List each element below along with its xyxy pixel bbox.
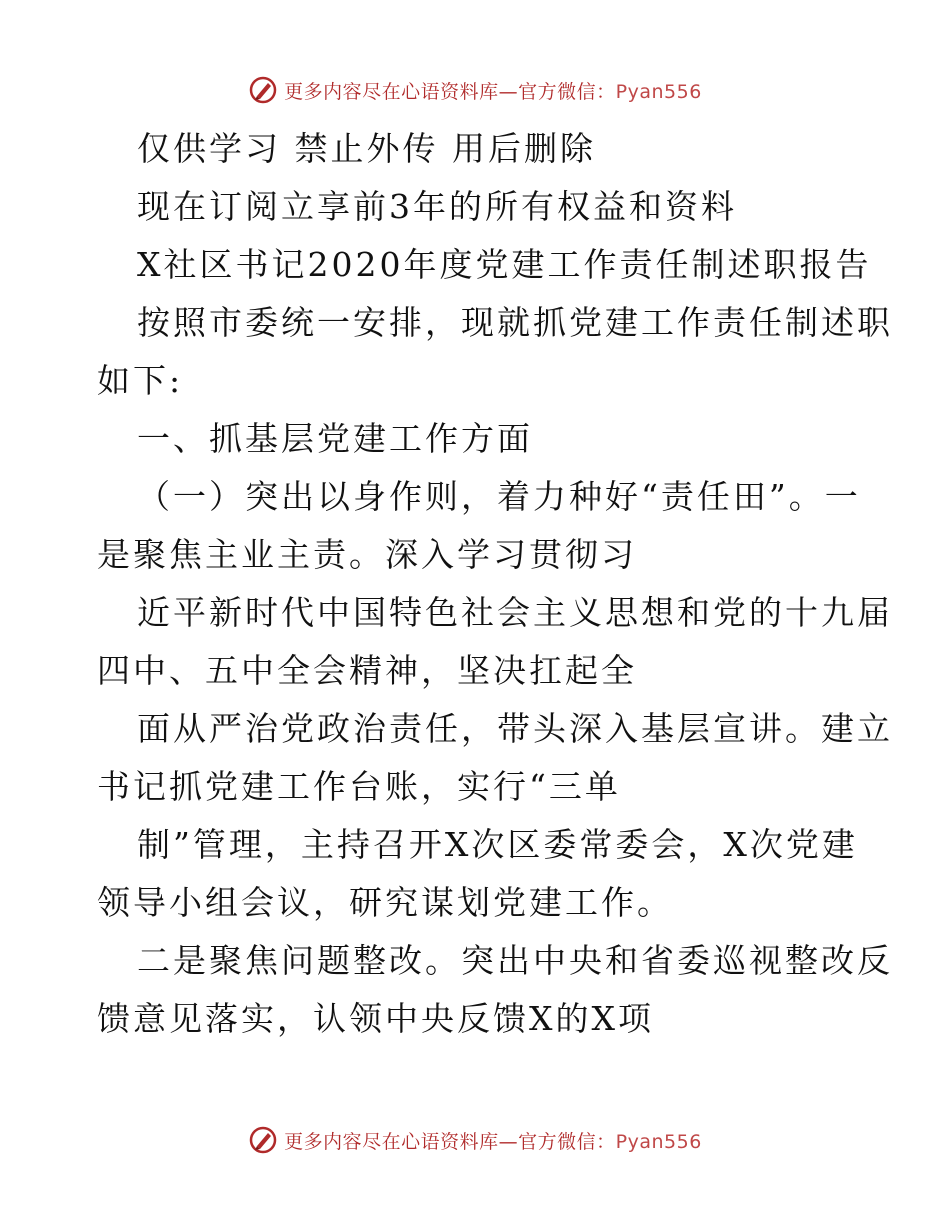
document-line: 仅供学习 禁止外传 用后删除 — [137, 129, 596, 168]
document-line: 馈意见落实，认领中央反馈X的X项 — [97, 999, 654, 1038]
document-line: 制”管理，主持召开X次区委常委会，X次党建 — [137, 825, 858, 864]
document-body — [97, 120, 893, 1048]
document-line: 面从严治党政治责任，带头深入基层宣讲。建立 — [137, 709, 893, 748]
document-line: 二是聚焦问题整改。突出中央和省委巡视整改反 — [137, 941, 893, 980]
watermark-text: 更多内容尽在心语资料库—官方微信：Pyan556 — [284, 80, 702, 103]
pen-logo-icon — [248, 75, 278, 105]
wechat-id: Pyan556 — [615, 1130, 702, 1153]
document-line: 四中、五中全会精神，坚决扛起全 — [97, 651, 637, 690]
watermark-text: 更多内容尽在心语资料库—官方微信：Pyan556 — [284, 1130, 702, 1153]
document-line: 如下: — [97, 361, 184, 400]
document-line: 是聚焦主业主责。深入学习贯彻习 — [97, 535, 637, 574]
section-heading: 一、抓基层党建工作方面 — [137, 419, 533, 458]
document-line: 按照市委统一安排，现就抓党建工作责任制述职 — [137, 303, 893, 342]
document-line: （一）突出以身作则，着力种好“责任田”。一 — [137, 477, 861, 516]
pen-logo-icon — [248, 1125, 278, 1155]
document-line: 领导小组会议，研究谋划党建工作。 — [97, 883, 673, 922]
header-watermark — [0, 70, 950, 110]
document-title: X社区书记2020年度党建工作责任制述职报告 — [137, 245, 872, 284]
footer-watermark — [0, 1120, 950, 1160]
wechat-id: Pyan556 — [615, 80, 702, 103]
document-line: 现在订阅立享前3年的所有权益和资料 — [137, 187, 737, 226]
document-line: 近平新时代中国特色社会主义思想和党的十九届 — [137, 593, 893, 632]
document-line: 书记抓党建工作台账，实行“三单 — [97, 767, 621, 806]
